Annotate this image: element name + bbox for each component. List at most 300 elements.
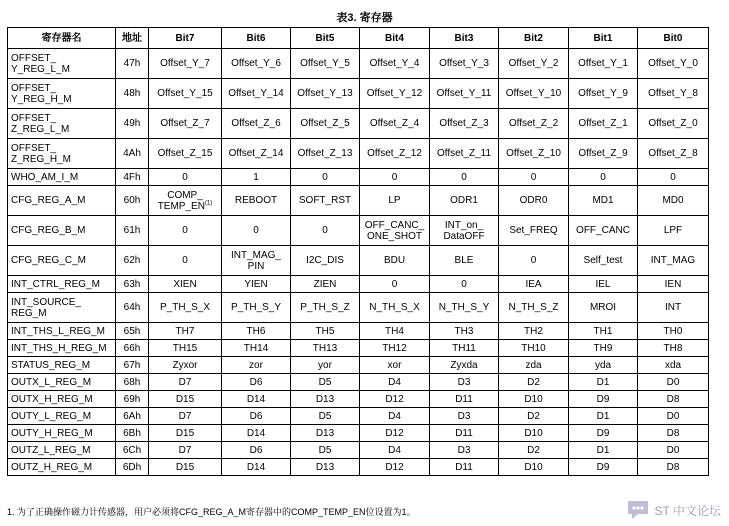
bit-cell — [360, 79, 430, 109]
bit-cell — [222, 139, 291, 169]
bit-value: D7 — [178, 410, 192, 422]
bit-cell — [360, 357, 430, 374]
bit-cell — [222, 186, 291, 216]
header-bit7: Bit7 — [149, 28, 222, 49]
register-name: INT_THS_L_REG_M — [8, 323, 116, 340]
bit-cell — [499, 340, 569, 357]
bit-cell — [360, 459, 430, 476]
register-name: OFFSET_ Z_REG_L_M — [8, 109, 116, 139]
table-row — [8, 186, 709, 216]
bit-value: 0 — [182, 171, 188, 183]
bit-cell — [499, 374, 569, 391]
bit-value: Offset_Z_0 — [648, 118, 698, 129]
bit-value: Offset_Y_2 — [508, 58, 559, 69]
bit-value: D4 — [388, 410, 401, 422]
forum-logo-icon — [625, 498, 651, 522]
bit-value: TH8 — [663, 342, 683, 354]
bit-cell — [638, 323, 709, 340]
bit-cell — [430, 186, 499, 216]
bit-cell — [499, 169, 569, 186]
bit-cell — [149, 79, 222, 109]
bit-cell — [149, 323, 222, 340]
bit-value: D5 — [318, 410, 332, 422]
bit-value: D8 — [666, 393, 680, 405]
bit-cell — [499, 109, 569, 139]
bit-cell — [638, 293, 709, 323]
bit-value: Offset_Z_8 — [648, 148, 698, 159]
table-header-row — [8, 28, 709, 49]
bit-value: D3 — [457, 444, 471, 456]
bit-value: xda — [664, 359, 682, 371]
bit-cell — [222, 425, 291, 442]
bit-cell — [430, 246, 499, 276]
bit-value: ODR1 — [450, 195, 478, 206]
table-row — [8, 391, 709, 408]
header-bit3: Bit3 — [430, 28, 499, 49]
bit-value: Offset_Z_5 — [300, 118, 350, 129]
bit-cell — [569, 109, 638, 139]
bit-value: TH14 — [243, 342, 269, 354]
bit-value: D9 — [596, 461, 610, 473]
bit-value: zda — [525, 359, 542, 371]
bit-value: yor — [318, 359, 332, 371]
register-name: STATUS_REG_M — [8, 357, 116, 374]
bit-value: D15 — [175, 461, 195, 473]
bit-cell — [569, 323, 638, 340]
bit-cell — [149, 276, 222, 293]
bit-cell — [149, 246, 222, 276]
bit-cell — [149, 216, 222, 246]
bit-value: 0 — [391, 171, 398, 183]
bit-value: Offset_Y_12 — [366, 88, 423, 99]
register-address: 63h — [116, 276, 149, 293]
bit-value: yda — [594, 359, 612, 371]
register-name: INT_SOURCE_ REG_M — [8, 293, 116, 323]
header-bit4: Bit4 — [360, 28, 430, 49]
bit-cell — [638, 276, 709, 293]
bit-value: IEA — [525, 278, 542, 290]
bit-cell — [430, 276, 499, 293]
bit-value: ODR0 — [519, 195, 548, 206]
bit-value: D2 — [527, 376, 540, 388]
bit-cell — [638, 246, 709, 276]
register-name: CFG_REG_B_M — [8, 216, 116, 246]
bit-cell — [430, 109, 499, 139]
bit-value: Offset_Y_15 — [157, 88, 213, 99]
bit-value: MD1 — [592, 195, 614, 206]
register-name: OUTZ_H_REG_M — [8, 459, 116, 476]
bit-cell — [149, 425, 222, 442]
bit-cell — [499, 459, 569, 476]
bit-cell — [149, 109, 222, 139]
register-address: 68h — [116, 374, 149, 391]
bit-cell — [430, 357, 499, 374]
bit-cell — [149, 293, 222, 323]
bit-cell — [430, 293, 499, 323]
bit-cell — [291, 216, 360, 246]
bit-cell — [499, 186, 569, 216]
bit-value: 0 — [670, 171, 676, 183]
bit-value: D6 — [249, 410, 263, 422]
bit-cell — [638, 374, 709, 391]
bit-cell — [360, 340, 430, 357]
table-row — [8, 169, 709, 186]
bit-cell — [430, 169, 499, 186]
bit-cell — [222, 276, 291, 293]
bit-cell — [149, 49, 222, 79]
bit-value: TH13 — [312, 342, 338, 354]
bit-cell — [569, 276, 638, 293]
bit-cell — [569, 357, 638, 374]
bit-cell — [222, 216, 291, 246]
bit-cell — [569, 186, 638, 216]
bit-value: N_TH_S_X — [369, 302, 420, 313]
bit-value: D6 — [249, 376, 263, 388]
register-address: 6Ch — [116, 442, 149, 459]
bit-cell — [222, 442, 291, 459]
bit-value: Offset_Z_4 — [369, 118, 420, 129]
table-row — [8, 357, 709, 374]
bit-cell — [569, 374, 638, 391]
table-row — [8, 79, 709, 109]
bit-value: P_TH_S_Z — [300, 302, 350, 313]
bit-value: MD0 — [662, 195, 684, 206]
bit-value: D2 — [527, 410, 540, 422]
bit-cell — [569, 79, 638, 109]
bit-cell — [569, 49, 638, 79]
register-name: OUTX_H_REG_M — [8, 391, 116, 408]
header-bit5: Bit5 — [291, 28, 360, 49]
register-address: 69h — [116, 391, 149, 408]
footnote-marker: (1) — [204, 200, 213, 207]
bit-value: D10 — [524, 461, 543, 473]
register-name: CFG_REG_C_M — [8, 246, 116, 276]
bit-value: D2 — [527, 444, 540, 456]
table-row — [8, 459, 709, 476]
bit-cell — [569, 340, 638, 357]
bit-cell — [149, 186, 222, 216]
register-address: 62h — [116, 246, 149, 276]
bit-cell — [499, 49, 569, 79]
bit-value: Offset_Y_7 — [160, 58, 210, 69]
bit-cell — [430, 49, 499, 79]
bit-value: D9 — [596, 427, 610, 439]
bit-value: TH7 — [175, 325, 195, 337]
bit-value: D13 — [315, 427, 335, 439]
bit-value: D14 — [246, 427, 266, 439]
bit-cell — [222, 246, 291, 276]
bit-cell — [360, 246, 430, 276]
bit-cell — [638, 442, 709, 459]
bit-value: Offset_Z_3 — [439, 118, 489, 129]
bit-value: OFF_CANC_ ONE_SHOT — [364, 219, 425, 242]
bit-value: Offset_Y_9 — [578, 88, 628, 99]
bit-cell — [222, 293, 291, 323]
bit-value: D1 — [596, 376, 610, 388]
table-row — [8, 49, 709, 79]
table-row — [8, 374, 709, 391]
bit-value: 0 — [322, 171, 328, 183]
register-address: 48h — [116, 79, 149, 109]
register-name: WHO_AM_I_M — [8, 169, 116, 186]
bit-cell — [360, 293, 430, 323]
bit-cell — [499, 276, 569, 293]
bit-cell — [291, 79, 360, 109]
header-bit2: Bit2 — [499, 28, 569, 49]
bit-value: zor — [249, 359, 263, 371]
bit-cell — [430, 139, 499, 169]
bit-value: D11 — [455, 393, 473, 405]
register-name: OFFSET_ Y_REG_L_M — [8, 49, 116, 79]
bit-value: N_TH_S_Z — [508, 302, 559, 313]
register-name: OUTY_L_REG_M — [8, 408, 116, 425]
bit-value: Offset_Y_0 — [648, 58, 698, 69]
bit-cell — [430, 442, 499, 459]
bit-cell — [149, 340, 222, 357]
bit-value: D10 — [524, 393, 543, 405]
bit-cell — [291, 246, 360, 276]
bit-value: 0 — [322, 225, 328, 236]
bit-value: BDU — [383, 255, 406, 266]
register-address: 6Bh — [116, 425, 149, 442]
register-name: OFFSET_ Z_REG_H_M — [8, 139, 116, 169]
bit-cell — [638, 391, 709, 408]
bit-cell — [360, 169, 430, 186]
table-row — [8, 340, 709, 357]
bit-value: TH11 — [452, 342, 476, 354]
bit-cell — [291, 169, 360, 186]
bit-cell — [291, 323, 360, 340]
table-row — [8, 293, 709, 323]
bit-value: D15 — [175, 427, 195, 439]
register-address: 6Ah — [116, 408, 149, 425]
bit-value: N_TH_S_Y — [438, 302, 490, 313]
bit-cell — [569, 442, 638, 459]
bit-value: INT — [664, 302, 682, 313]
bit-cell — [291, 276, 360, 293]
register-name: OUTY_H_REG_M — [8, 425, 116, 442]
bit-cell — [569, 459, 638, 476]
bit-value: Offset_Z_2 — [508, 118, 559, 129]
bit-cell — [291, 459, 360, 476]
bit-cell — [638, 79, 709, 109]
bit-value: D7 — [178, 376, 192, 388]
bit-value: COMP_ TEMP_EN — [157, 189, 205, 212]
bit-cell — [291, 340, 360, 357]
bit-cell — [360, 186, 430, 216]
bit-cell — [149, 374, 222, 391]
bit-cell — [638, 186, 709, 216]
bit-value: D4 — [388, 444, 401, 456]
bit-value: TH15 — [172, 342, 198, 354]
header-bit0: Bit0 — [638, 28, 709, 49]
bit-cell — [499, 442, 569, 459]
bit-value: D13 — [315, 461, 335, 473]
bit-cell — [638, 139, 709, 169]
bit-cell — [360, 408, 430, 425]
bit-cell — [430, 425, 499, 442]
bit-value: D12 — [385, 427, 404, 439]
bit-value: TH10 — [521, 342, 546, 354]
register-address: 64h — [116, 293, 149, 323]
bit-cell — [291, 293, 360, 323]
bit-value: D5 — [318, 376, 332, 388]
bit-cell — [222, 408, 291, 425]
bit-value: D8 — [666, 461, 680, 473]
bit-cell — [291, 49, 360, 79]
bit-value: TH3 — [454, 325, 474, 337]
bit-value: Offset_Y_5 — [300, 58, 350, 69]
bit-value: D9 — [596, 393, 610, 405]
bit-value: TH6 — [246, 325, 266, 337]
register-address: 4Fh — [116, 169, 149, 186]
bit-value: D7 — [178, 444, 192, 456]
table-row — [8, 425, 709, 442]
bit-value: Offset_Y_4 — [369, 58, 420, 69]
bit-cell — [569, 425, 638, 442]
bit-cell — [291, 357, 360, 374]
register-name: OFFSET_ Y_REG_H_M — [8, 79, 116, 109]
bit-value: D10 — [524, 427, 543, 439]
header-bit6: Bit6 — [222, 28, 291, 49]
bit-value: INT_MAG_ PIN — [230, 249, 281, 272]
table-row — [8, 276, 709, 293]
bit-cell — [430, 323, 499, 340]
bit-value: TH1 — [593, 325, 613, 337]
bit-cell — [291, 109, 360, 139]
bit-value: 0 — [461, 278, 467, 290]
bit-cell — [430, 408, 499, 425]
bit-cell — [360, 216, 430, 246]
bit-cell — [291, 139, 360, 169]
header-name: 寄存器名 — [8, 28, 116, 49]
bit-value: LPF — [663, 225, 683, 236]
bit-value: D13 — [315, 393, 335, 405]
bit-value: 0 — [253, 225, 259, 236]
bit-cell — [360, 425, 430, 442]
bit-value: SOFT_RST — [298, 195, 352, 206]
bit-value: REBOOT — [234, 195, 278, 206]
bit-value: TH9 — [593, 342, 613, 354]
bit-value: D0 — [666, 376, 680, 388]
bit-cell — [149, 357, 222, 374]
bit-cell — [222, 109, 291, 139]
bit-cell — [360, 139, 430, 169]
bit-value: D0 — [666, 410, 680, 422]
bit-cell — [638, 49, 709, 79]
bit-cell — [222, 79, 291, 109]
bit-value: ZIEN — [313, 278, 337, 290]
bit-value: MROI — [589, 302, 617, 313]
bit-cell — [499, 323, 569, 340]
bit-cell — [499, 79, 569, 109]
bit-value: Offset_Z_15 — [157, 148, 213, 159]
bit-value: D0 — [666, 444, 680, 456]
bit-value: D11 — [455, 427, 473, 439]
bit-value: 0 — [600, 171, 606, 183]
register-address: 61h — [116, 216, 149, 246]
register-name: INT_CTRL_REG_M — [8, 276, 116, 293]
bit-value: TH5 — [315, 325, 335, 337]
bit-cell — [360, 323, 430, 340]
table-row — [8, 246, 709, 276]
bit-cell — [291, 425, 360, 442]
register-address: 49h — [116, 109, 149, 139]
bit-cell — [360, 49, 430, 79]
bit-cell — [149, 459, 222, 476]
table-title: 表3. 寄存器 — [336, 12, 393, 24]
bit-value: Offset_Z_9 — [578, 148, 628, 159]
bit-value: Offset_Z_1 — [578, 118, 628, 129]
bit-value: Offset_Z_13 — [297, 148, 353, 159]
register-name: CFG_REG_A_M — [8, 186, 116, 216]
bit-cell — [291, 186, 360, 216]
bit-value: D14 — [246, 393, 266, 405]
register-address: 66h — [116, 340, 149, 357]
bit-cell — [222, 357, 291, 374]
bit-cell — [222, 340, 291, 357]
bit-value: D8 — [666, 427, 680, 439]
bit-cell — [360, 109, 430, 139]
bit-value: Offset_Z_14 — [228, 148, 284, 159]
bit-value: D6 — [249, 444, 263, 456]
bit-cell — [499, 357, 569, 374]
bit-cell — [499, 408, 569, 425]
bit-value: BLE — [454, 255, 474, 266]
bit-cell — [222, 169, 291, 186]
bit-value: D3 — [457, 410, 471, 422]
bit-cell — [638, 340, 709, 357]
bit-value: Offset_Z_7 — [160, 118, 210, 129]
bit-cell — [430, 391, 499, 408]
bit-cell — [291, 408, 360, 425]
bit-value: D12 — [385, 393, 404, 405]
table-row — [8, 408, 709, 425]
bit-value: OFF_CANC — [576, 225, 630, 236]
bit-cell — [430, 216, 499, 246]
bit-cell — [499, 425, 569, 442]
register-address: 4Ah — [116, 139, 149, 169]
bit-value: D14 — [246, 461, 266, 473]
bit-value: P_TH_S_X — [159, 302, 211, 313]
bit-cell — [638, 109, 709, 139]
bit-value: IEL — [595, 278, 611, 290]
bit-value: D15 — [175, 393, 195, 405]
bit-value: Zyxda — [450, 359, 478, 371]
bit-value: 0 — [530, 171, 537, 183]
bit-cell — [638, 169, 709, 186]
bit-value: Offset_Y_8 — [648, 88, 698, 99]
bit-value: D12 — [385, 461, 404, 473]
bit-value: Offset_Y_13 — [297, 88, 353, 99]
table-row — [8, 139, 709, 169]
bit-cell — [360, 442, 430, 459]
bit-value: Offset_Y_10 — [505, 88, 562, 99]
bit-cell — [222, 49, 291, 79]
bit-value: 0 — [182, 255, 188, 266]
bit-cell — [222, 374, 291, 391]
bit-cell — [149, 169, 222, 186]
table-row — [8, 109, 709, 139]
bit-cell — [499, 293, 569, 323]
header-bit1: Bit1 — [569, 28, 638, 49]
watermark-text: ST 中文论坛 — [654, 503, 721, 518]
header-address: 地址 — [116, 28, 149, 49]
bit-value: YIEN — [244, 278, 268, 290]
bit-value: Offset_Y_14 — [228, 88, 284, 99]
bit-value: Self_test — [583, 255, 623, 266]
register-address: 47h — [116, 49, 149, 79]
